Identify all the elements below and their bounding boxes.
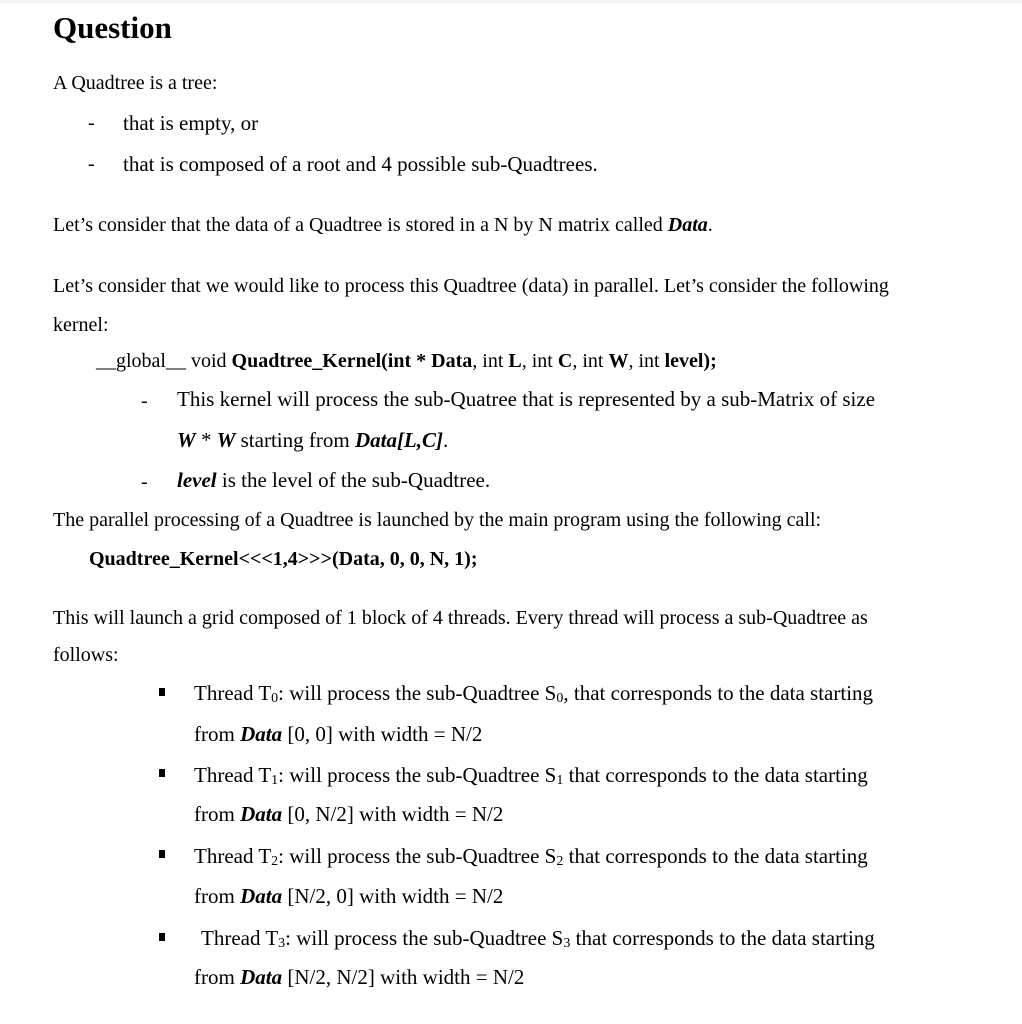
kernel-item2: level is the level of the sub-Quadtree. [177,468,491,492]
thread-item-1-line2: from Data [0, N/2] with width = N/2 [194,802,504,826]
top-border [0,0,1022,3]
launch-call: Quadtree_Kernel<<<1,4>>>(Data, 0, 0, N, 1); [89,548,478,570]
launch-sentence: The parallel processing of a Quadtree is launched by the main program using the following call: [53,509,822,531]
square-bullet-icon [159,688,165,696]
grid-sentence-line2: follows: [53,644,119,666]
grid-sentence-line1: This will launch a grid composed of 1 block of 4 threads. Every thread will process a sub-Quadtree as [53,607,868,629]
intro-text: A Quadtree is a tree: [53,72,218,94]
dash-bullet-icon: - [88,112,95,134]
definition-item-empty: that is empty, or [123,111,259,135]
square-bullet-icon [159,933,165,941]
kernel-signature: __global__ void Quadtree_Kernel(int * Data, int L, int C, int W, int level); [96,350,717,372]
thread-item-0-line2: from Data [0, 0] with width = N/2 [194,722,483,746]
square-bullet-icon [159,769,165,777]
kernel-item1-line1: This kernel will process the sub-Quatree that is represented by a sub-Matrix of size [177,387,876,411]
page-title: Question [53,10,172,45]
data-sentence: Let’s consider that the data of a Quadtree is stored in a N by N matrix called Data. [53,214,713,236]
square-bullet-icon [159,850,165,858]
dash-bullet-icon: - [88,153,95,175]
thread-item-2-line1: Thread $T_2$: will process the sub-Quadtree $S_2$ that corresponds to the data starting [194,844,868,869]
thread-item-0-line1: Thread $T_0$: will process the sub-Quadtree $S_0$, that corresponds to the data starting [194,681,874,706]
thread-item-3-line2: from Data [N/2, N/2] with width = N/2 [194,965,525,989]
data-term: Data [667,214,708,236]
dash-bullet-icon: - [141,471,148,493]
parallel-sentence-line2: kernel: [53,314,109,336]
kernel-item1-line2: W * W starting from Data[L,C]. [177,428,449,452]
definition-item-composed: that is composed of a root and 4 possible sub-Quadtrees. [123,152,598,176]
thread-item-2-line2: from Data [N/2, 0] with width = N/2 [194,884,504,908]
parallel-sentence-line1: Let’s consider that we would like to process this Quadtree (data) in parallel. Let’s consider the following [53,275,889,297]
thread-item-1-line1: Thread $T_1$: will process the sub-Quadtree $S_1$ that corresponds to the data starting [194,763,868,788]
thread-item-3-line1: Thread $T_3$: will process the sub-Quadtree $S_3$ that corresponds to the data starting [201,926,875,951]
dash-bullet-icon: - [141,390,148,412]
